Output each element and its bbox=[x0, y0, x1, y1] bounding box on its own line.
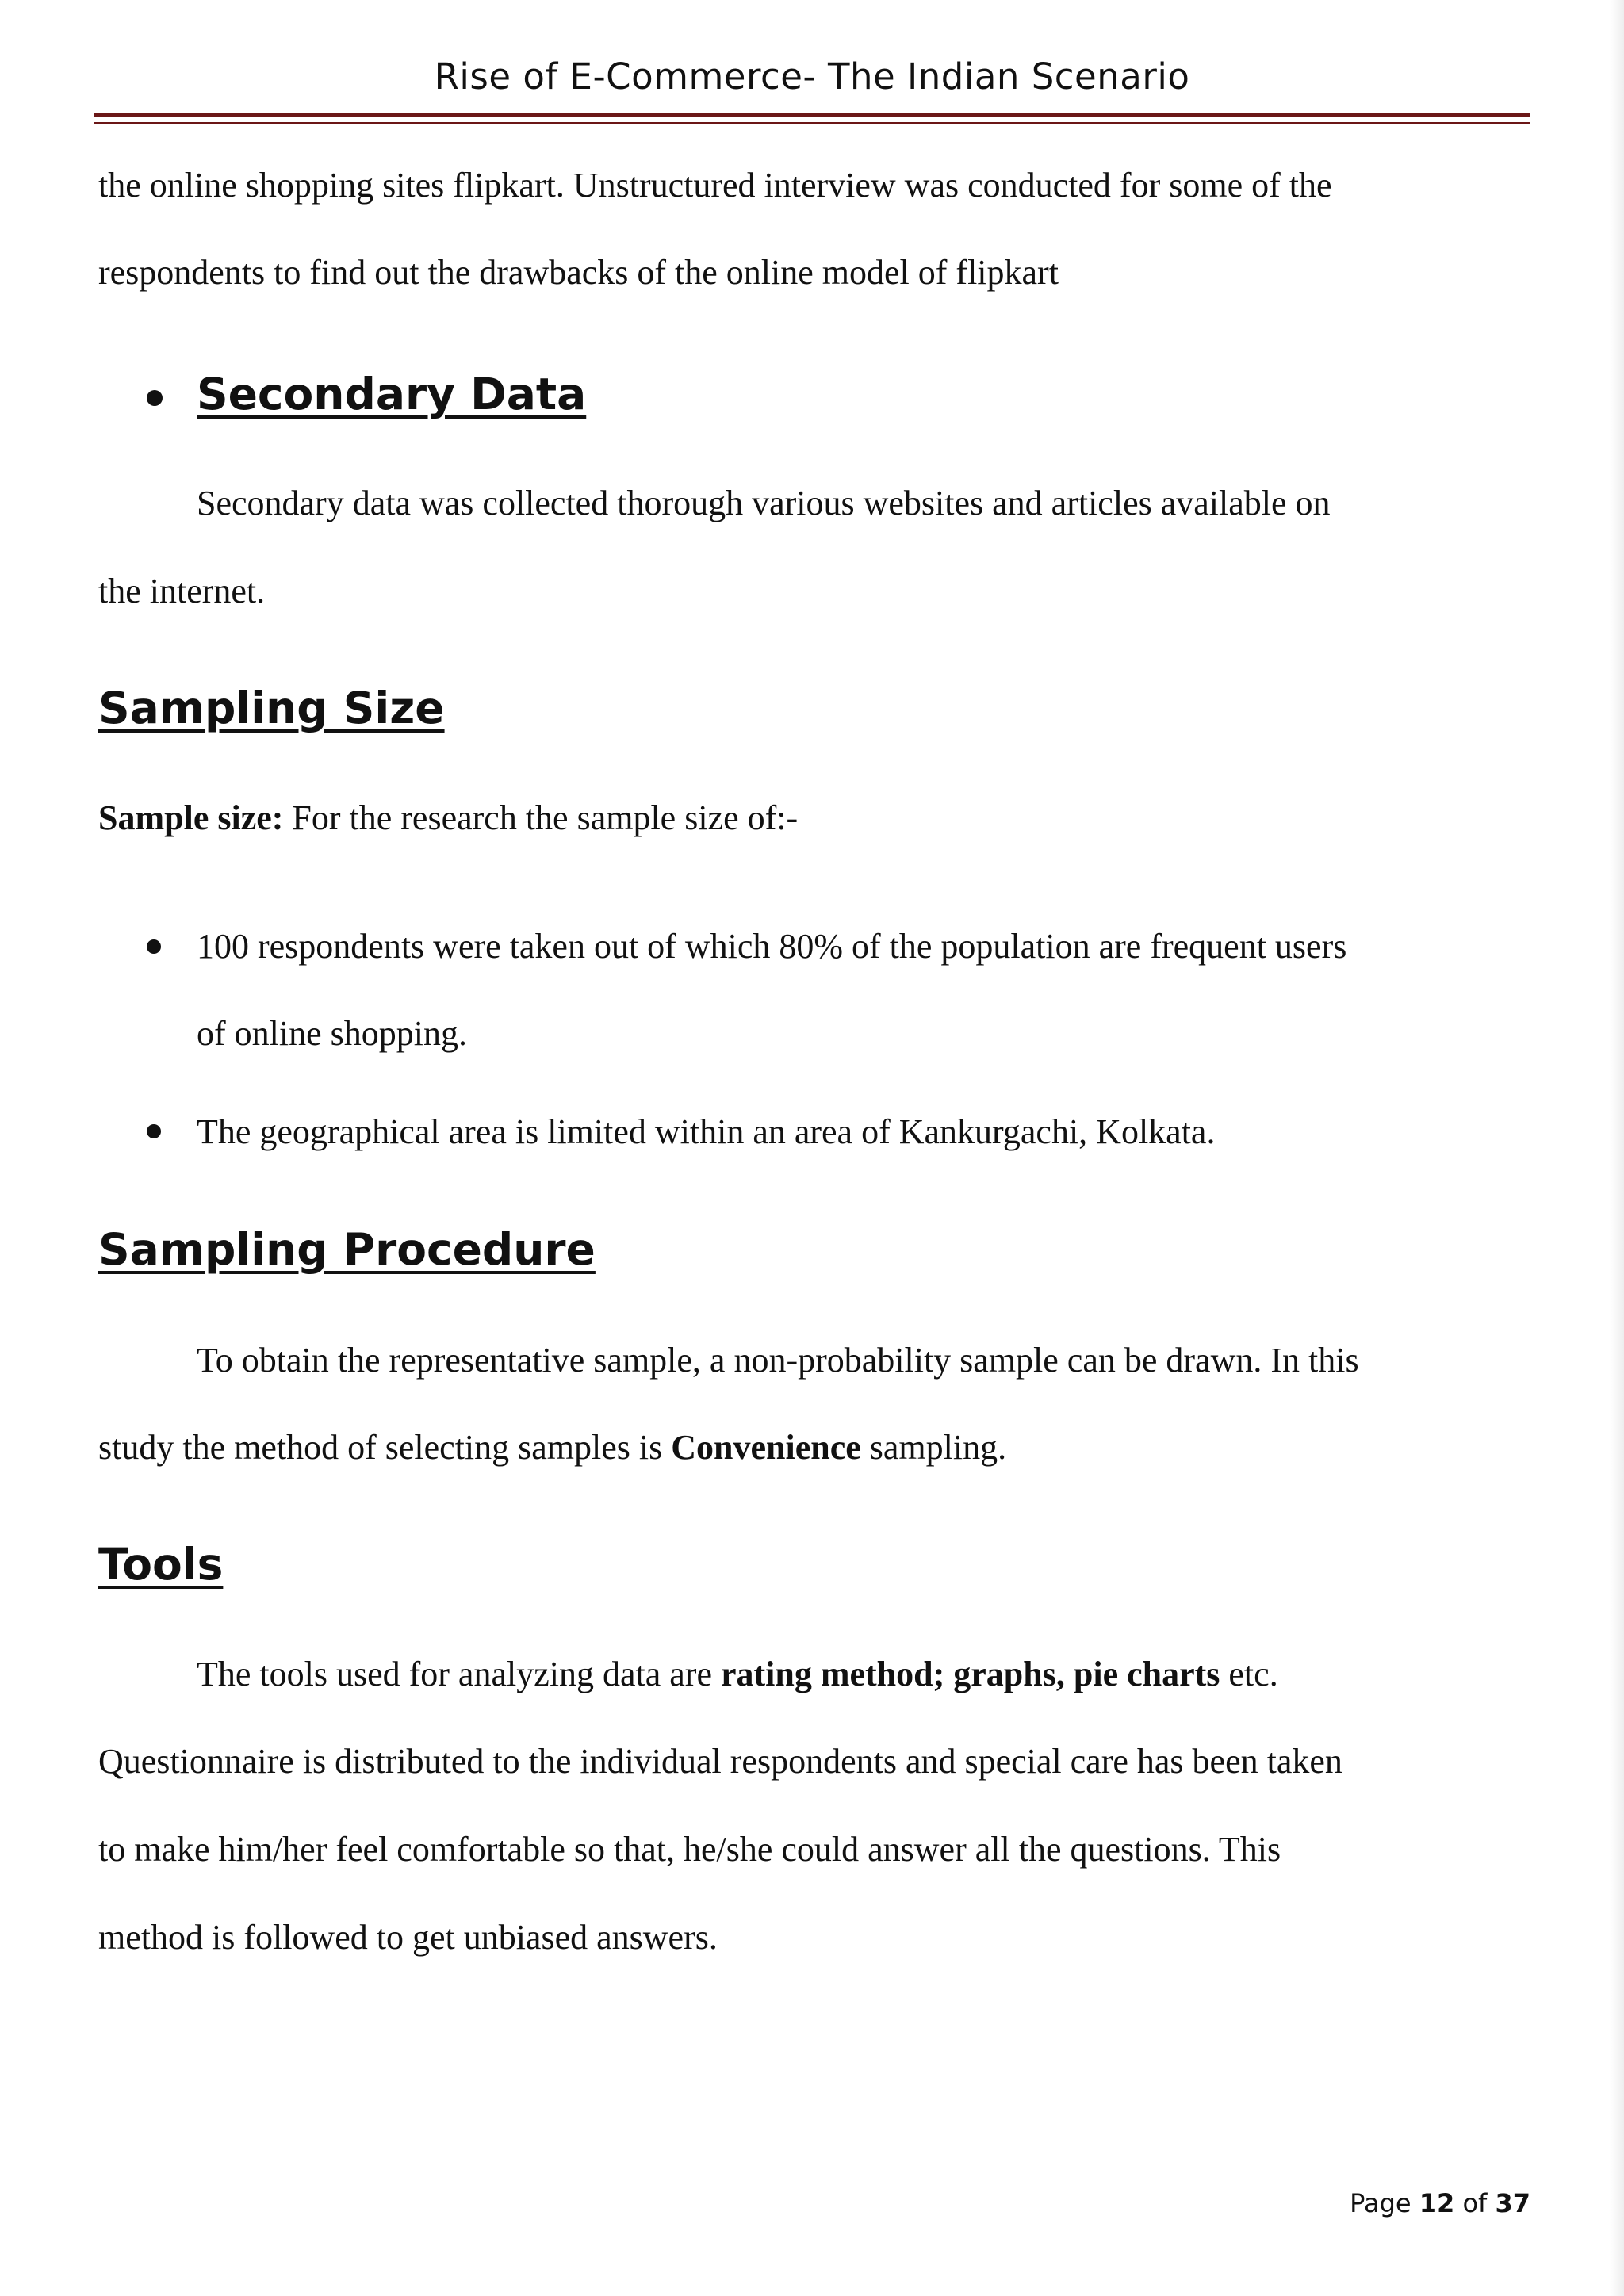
footer-page-word: Page bbox=[1350, 2188, 1419, 2218]
page-edge-shadow bbox=[1610, 0, 1624, 2296]
sampling-procedure-heading: Sampling Procedure bbox=[98, 1224, 596, 1275]
tools-heading: Tools bbox=[98, 1539, 224, 1590]
tools-line-2: Questionnaire is distributed to the individual respondents and special care has been taken bbox=[98, 1742, 1342, 1781]
tools-line-1-bold: rating method; graphs, pie charts bbox=[720, 1655, 1220, 1693]
secondary-data-line-1: Secondary data was collected thorough various websites and articles available on bbox=[197, 484, 1331, 522]
sampling-size-heading: Sampling Size bbox=[98, 683, 445, 733]
tools-line-3: to make him/her feel comfortable so that, he/she could answer all the questions. This bbox=[98, 1830, 1281, 1869]
page-footer bbox=[1350, 2188, 1530, 2218]
sampling-procedure-line-1: To obtain the representative sample, a non-probability sample can be drawn. In this bbox=[197, 1341, 1359, 1380]
tools-line-4: method is followed to get unbiased answers. bbox=[98, 1918, 718, 1957]
footer-total-pages: 37 bbox=[1495, 2188, 1530, 2218]
footer-page-number: 12 bbox=[1419, 2188, 1455, 2218]
sampling-bullet-1-line-2: of online shopping. bbox=[197, 1014, 467, 1053]
header-rule-thin bbox=[94, 122, 1530, 124]
footer-of-word: of bbox=[1454, 2188, 1496, 2218]
tools-line-1-before: The tools used for analyzing data are bbox=[197, 1655, 721, 1693]
sampling-bullet-icon-1 bbox=[147, 939, 161, 954]
tools-line-1 bbox=[197, 1657, 1278, 1692]
sampling-bullet-2-line-1: The geographical area is limited within an area of Kankurgachi, Kolkata. bbox=[197, 1112, 1216, 1151]
sampling-procedure-line-2 bbox=[98, 1430, 1006, 1465]
secondary-data-line-2: the internet. bbox=[98, 572, 266, 610]
intro-line-2: respondents to find out the drawbacks of the online model of flipkart bbox=[98, 253, 1059, 292]
page-header-title: Rise of E-Commerce- The Indian Scenario bbox=[434, 55, 1190, 98]
sampling-bullet-icon-2 bbox=[147, 1124, 161, 1138]
sampling-bullet-1-line-1: 100 respondents were taken out of which 80% of the population are frequent users bbox=[197, 927, 1347, 966]
intro-line-1: the online shopping sites flipkart. Unstructured interview was conducted for some of the bbox=[98, 166, 1332, 205]
sample-size-text: For the research the sample size of:- bbox=[283, 798, 799, 837]
procedure-line-2-before: study the method of selecting samples is bbox=[98, 1428, 672, 1467]
sample-size-label: Sample size: bbox=[98, 798, 284, 837]
secondary-data-bullet-icon bbox=[147, 390, 163, 406]
header-rule-thick bbox=[94, 113, 1530, 117]
procedure-line-2-after: sampling. bbox=[860, 1428, 1007, 1467]
tools-line-1-after: etc. bbox=[1220, 1655, 1278, 1693]
sample-size-line bbox=[98, 798, 799, 837]
secondary-data-heading: Secondary Data bbox=[197, 369, 587, 419]
procedure-line-2-bold: Convenience bbox=[671, 1428, 861, 1467]
